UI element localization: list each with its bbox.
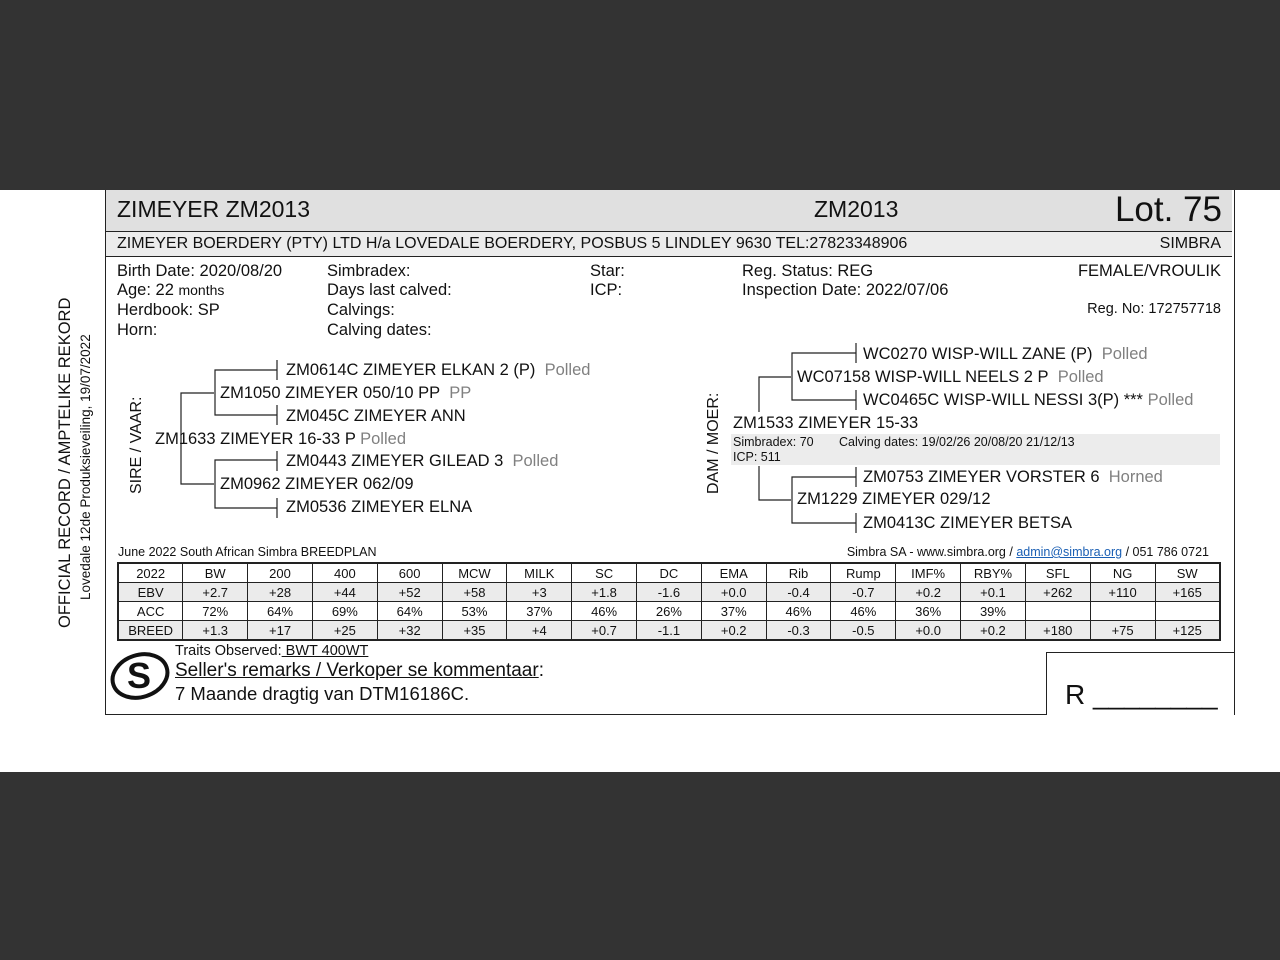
dam-sire: [797, 368, 1104, 387]
table-cell: EBV: [118, 583, 183, 602]
star: Star:: [590, 262, 625, 280]
dam-sire-dam: [863, 391, 1193, 410]
table-cell: 37%: [701, 602, 766, 621]
sire-dam: ZM0962 ZIMEYER 062/09: [220, 475, 414, 493]
birth-date: Birth Date: 2020/08/20: [117, 262, 283, 280]
header-cell: DC: [637, 563, 702, 583]
table-cell: +52: [377, 583, 442, 602]
table-cell: +3: [507, 583, 572, 602]
animal-name: ZIMEYER ZM2013: [117, 196, 310, 222]
header-cell: EMA: [701, 563, 766, 583]
sire-label: SIRE / VAAR:: [128, 396, 145, 494]
table-row-breed: [118, 621, 1220, 641]
header-cell: SW: [1155, 563, 1220, 583]
table-cell: +0.0: [896, 621, 961, 641]
pedigree-name: WC0270 WISP-WILL ZANE (P): [863, 345, 1093, 363]
icp: ICP:: [590, 281, 623, 299]
calving-dates: Calving dates:: [327, 321, 432, 339]
table-row-ebv: [118, 583, 1220, 602]
header-cell: 600: [377, 563, 442, 583]
sire-dam-dam: ZM0536 ZIMEYER ELNA: [286, 498, 473, 516]
simbra-logo-icon: [106, 650, 170, 702]
pedigree-trait: Polled: [1057, 368, 1104, 386]
dam-sire-sire: [863, 345, 1148, 364]
header-cell: BW: [183, 563, 248, 583]
dam-simbradex: Simbradex: 70: [733, 435, 814, 449]
table-cell: -0.4: [766, 583, 831, 602]
pedigree-name: ZM1633 ZIMEYER 16-33 P: [155, 430, 356, 448]
logo-letter: S: [126, 655, 152, 696]
table-cell: -0.5: [831, 621, 896, 641]
price-field[interactable]: R ________: [1065, 679, 1218, 710]
sire-sire: [220, 384, 471, 403]
table-cell: 46%: [572, 602, 637, 621]
table-header-row: [118, 563, 1220, 583]
table-cell: -0.7: [831, 583, 896, 602]
header-cell: Rump: [831, 563, 896, 583]
reg-no: Reg. No: 172757718: [1087, 301, 1221, 317]
table-cell: +17: [248, 621, 313, 641]
pedigree-name: ZM0443 ZIMEYER GILEAD 3: [286, 452, 504, 470]
table-cell: 53%: [442, 602, 507, 621]
lot-number: Lot. 75: [1114, 190, 1222, 229]
header-cell: IMF%: [896, 563, 961, 583]
table-cell: [1025, 602, 1090, 621]
reg-status: Reg. Status: REG: [742, 262, 874, 280]
days-last-calved: Days last calved:: [327, 281, 452, 299]
pedigree-trait: Polled: [544, 361, 591, 379]
remarks-label: Seller's remarks / Verkoper se kommentaar: [175, 660, 539, 681]
remarks-colon: :: [538, 660, 544, 681]
pedigree-name: WC0465C WISP-WILL NESSI 3(P) ***: [863, 391, 1143, 409]
simbra-contact: [847, 545, 1209, 559]
inspection-date: Inspection Date: 2022/07/06: [742, 281, 949, 299]
table-cell: +28: [248, 583, 313, 602]
traits-observed: [175, 643, 368, 659]
table-cell: 69%: [312, 602, 377, 621]
table-cell: 26%: [637, 602, 702, 621]
sex: FEMALE/VROULIK: [1077, 262, 1221, 280]
table-cell: +0.2: [701, 621, 766, 641]
breedplan-table: [117, 562, 1221, 641]
email-link[interactable]: admin@simbra.org: [1016, 545, 1123, 559]
animal-code: ZM2013: [814, 196, 899, 222]
simbradex-label: Simbradex:: [327, 262, 411, 280]
table-cell: BREED: [118, 621, 183, 641]
header-cell: SFL: [1025, 563, 1090, 583]
pedigree-name: ZM1050 ZIMEYER 050/10 PP: [220, 384, 441, 402]
header-cell: RBY%: [961, 563, 1026, 583]
header-cell: MCW: [442, 563, 507, 583]
table-cell: 46%: [831, 602, 896, 621]
table-cell: +110: [1090, 583, 1155, 602]
table-cell: +25: [312, 621, 377, 641]
table-cell: -1.6: [637, 583, 702, 602]
header-cell: 400: [312, 563, 377, 583]
table-cell: ACC: [118, 602, 183, 621]
table-cell: 64%: [248, 602, 313, 621]
sire-sire-sire: [286, 361, 590, 380]
table-cell: +44: [312, 583, 377, 602]
header-cell: MILK: [507, 563, 572, 583]
age-unit: months: [178, 282, 225, 298]
table-cell: +262: [1025, 583, 1090, 602]
remarks-text: 7 Maande dragtig van DTM16186C.: [175, 683, 470, 704]
table-cell: +75: [1090, 621, 1155, 641]
sire: [155, 430, 406, 449]
table-cell: +0.0: [701, 583, 766, 602]
table-cell: +165: [1155, 583, 1220, 602]
table-cell: +1.8: [572, 583, 637, 602]
age-value: Age: 22: [117, 281, 174, 299]
dam-calving-dates: Calving dates: 19/02/26 20/08/20 21/12/13: [839, 435, 1075, 449]
pedigree-trait: Polled: [1101, 345, 1148, 363]
table-cell: -0.3: [766, 621, 831, 641]
table-cell: +1.3: [183, 621, 248, 641]
table-cell: 37%: [507, 602, 572, 621]
pedigree-trait: Polled: [512, 452, 559, 470]
sire-sire-dam: ZM045C ZIMEYER ANN: [286, 407, 466, 425]
table-cell: +32: [377, 621, 442, 641]
table-cell: [1090, 602, 1155, 621]
table-cell: 36%: [896, 602, 961, 621]
header-cell: NG: [1090, 563, 1155, 583]
table-cell: +0.1: [961, 583, 1026, 602]
header-cell: 2022: [118, 563, 183, 583]
dam-dam: ZM1229 ZIMEYER 029/12: [797, 490, 991, 508]
table-cell: +4: [507, 621, 572, 641]
table-cell: +0.2: [961, 621, 1026, 641]
table-cell: -1.1: [637, 621, 702, 641]
header-cell: SC: [572, 563, 637, 583]
table-cell: +0.2: [896, 583, 961, 602]
traits-value: BWT 400WT: [281, 643, 369, 659]
header-cell: 200: [248, 563, 313, 583]
dam: ZM1533 ZIMEYER 15-33: [733, 414, 919, 432]
header-cell: Rib: [766, 563, 831, 583]
breedplan-title: June 2022 South African Simbra BREEDPLAN: [118, 545, 377, 559]
table-cell: 72%: [183, 602, 248, 621]
horn: Horn:: [117, 321, 158, 339]
breed-label: SIMBRA: [1159, 235, 1221, 252]
pedigree-trait: Polled: [1147, 391, 1194, 409]
table-cell: +58: [442, 583, 507, 602]
table-cell: 64%: [377, 602, 442, 621]
contact-prefix: Simbra SA - www.simbra.org /: [846, 545, 1013, 559]
table-cell: +180: [1025, 621, 1090, 641]
calvings: Calvings:: [327, 301, 395, 319]
remarks-heading: [175, 660, 544, 682]
table-cell: 39%: [961, 602, 1026, 621]
pedigree-name: ZM0614C ZIMEYER ELKAN 2 (P): [286, 361, 536, 379]
pedigree-trait: Horned: [1108, 468, 1163, 486]
dam-dam-dam: ZM0413C ZIMEYER BETSA: [863, 514, 1073, 532]
herdbook: Herdbook: SP: [117, 301, 220, 319]
pedigree-trait: PP: [449, 384, 472, 402]
pedigree-name: ZM0753 ZIMEYER VORSTER 6: [863, 468, 1100, 486]
dam-label: DAM / MOER:: [705, 392, 722, 494]
table-cell: 46%: [766, 602, 831, 621]
table-cell: [1155, 602, 1220, 621]
sire-dam-sire: [286, 452, 558, 471]
pedigree-trait: Polled: [360, 430, 406, 448]
table-cell: +2.7: [183, 583, 248, 602]
table-cell: +125: [1155, 621, 1220, 641]
table-cell: +0.7: [572, 621, 637, 641]
table-row-acc: [118, 602, 1220, 621]
pedigree-name: WC07158 WISP-WILL NEELS 2 P: [797, 368, 1049, 386]
traits-label: Traits Observed:: [175, 643, 282, 659]
dam-dam-sire: [863, 468, 1163, 487]
table-cell: +35: [442, 621, 507, 641]
contact-suffix: / 051 786 0721: [1125, 545, 1209, 559]
dam-icp: ICP: 511: [733, 450, 781, 464]
breeder-line: ZIMEYER BOERDERY (PTY) LTD H/a LOVEDALE BOERDERY, POSBUS 5 LINDLEY 9630 TEL:27823348906: [117, 235, 908, 252]
sale-label: Lovedale 12de Produksieveiling, 19/07/2022: [78, 334, 93, 600]
official-record-label: OFFICIAL RECORD / AMPTELIKE REKORD: [56, 297, 74, 628]
